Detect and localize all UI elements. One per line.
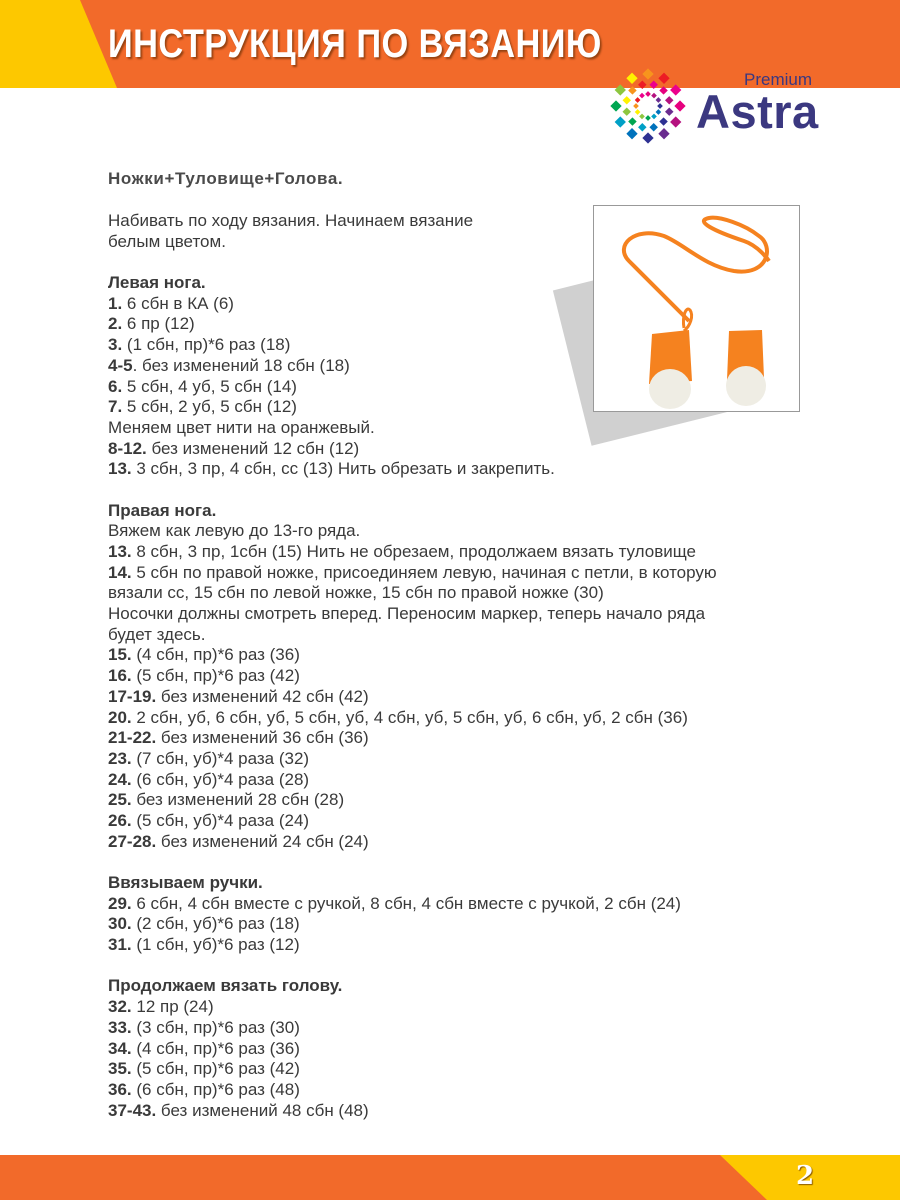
instruction-row — [108, 997, 828, 1018]
row-number: 13. — [108, 459, 132, 479]
row-text: вязали сс, 15 сбн по левой ножке, 15 сбн по правой ножке (30) — [108, 583, 604, 603]
row-text: 12 пр (24) — [131, 997, 214, 1017]
row-number: 2. — [108, 314, 123, 334]
row-text: (5 сбн, пр)*6 раз (42) — [131, 666, 300, 686]
row-number: 34. — [108, 1038, 132, 1058]
blank-line — [108, 956, 828, 977]
instruction-row — [108, 1018, 828, 1039]
row-number: 8-12. — [108, 438, 147, 458]
row-number: 1. — [108, 293, 123, 313]
row-number: 20. — [108, 707, 132, 727]
row-text: 5 сбн, 2 уб, 5 сбн (12) — [122, 397, 297, 417]
row-number: 29. — [108, 893, 132, 913]
footer-banner — [0, 1155, 900, 1200]
page-number: 2 — [796, 1161, 815, 1191]
instruction-row — [108, 1101, 828, 1122]
document-title: Ножки+Туловище+Голова. — [108, 169, 344, 188]
row-number: 21-22. — [108, 728, 157, 748]
section-heading: Продолжаем вязать голову. — [108, 976, 343, 996]
instruction-row — [108, 625, 828, 646]
row-number: 30. — [108, 914, 132, 934]
row-number: 14. — [108, 562, 132, 582]
row-text: Меняем цвет нити на оранжевый. — [108, 417, 375, 437]
row-text: (3 сбн, пр)*6 раз (30) — [131, 1017, 300, 1037]
row-number: 17-19. — [108, 686, 157, 706]
row-number: 25. — [108, 790, 132, 810]
instruction-row — [108, 687, 828, 708]
instruction-row — [108, 645, 828, 666]
instruction-row — [108, 521, 828, 542]
row-number: 23. — [108, 748, 132, 768]
row-text: 6 пр (12) — [122, 314, 195, 334]
row-text: (2 сбн, уб)*6 раз (18) — [131, 914, 300, 934]
row-number: 24. — [108, 769, 132, 789]
instruction-row — [108, 914, 828, 935]
row-number: 16. — [108, 666, 132, 686]
row-text: 6 сбн, 4 сбн вместе с ручкой, 8 сбн, 4 сбн вместе с ручкой, 2 сбн (24) — [131, 893, 681, 913]
row-text: Носочки должны смотреть вперед. Переносим маркер, теперь начало ряда — [108, 604, 706, 624]
row-number: 36. — [108, 1079, 132, 1099]
row-text: белым цветом. — [108, 231, 226, 251]
row-text: (4 сбн, пр)*6 раз (36) — [131, 645, 300, 665]
row-number: 15. — [108, 645, 132, 665]
instruction-row — [108, 728, 828, 749]
row-number: 6. — [108, 376, 123, 396]
row-text: без изменений 48 сбн (48) — [156, 1100, 369, 1120]
row-text: 3 сбн, 3 пр, 4 сбн, сс (13) Нить обрезать и закрепить. — [131, 459, 555, 479]
row-text: без изменений 42 сбн (42) — [156, 686, 369, 706]
instruction-row — [108, 1059, 828, 1080]
row-text: 2 сбн, уб, 6 сбн, уб, 5 сбн, уб, 4 сбн, уб, 5 сбн, уб, 6 сбн, уб, 2 сбн (36) — [131, 707, 688, 727]
row-number: 27-28. — [108, 831, 157, 851]
row-text: будет здесь. — [108, 624, 206, 644]
row-text: 5 сбн, 4 уб, 5 сбн (14) — [122, 376, 297, 396]
product-photo — [593, 205, 800, 412]
instruction-row — [108, 749, 828, 770]
row-text: 6 сбн в КА (6) — [122, 293, 234, 313]
row-text: (1 сбн, пр)*6 раз (18) — [122, 335, 291, 355]
row-text: (6 сбн, уб)*4 раза (28) — [131, 769, 310, 789]
section-heading: Правая нога. — [108, 500, 217, 520]
row-text: Вяжем как левую до 13-го ряда. — [108, 521, 361, 541]
header-yellow-stripe — [0, 0, 120, 88]
instruction-row — [108, 563, 828, 584]
row-text: 8 сбн, 3 пр, 1сбн (15) Нить не обрезаем, продолжаем вязать туловище — [131, 542, 697, 561]
row-text: (1 сбн, уб)*6 раз (12) — [131, 935, 300, 955]
instruction-row — [108, 418, 828, 439]
row-text: (5 сбн, уб)*4 раза (24) — [131, 810, 310, 830]
row-text: без изменений 12 сбн (12) — [146, 438, 360, 458]
logo-name: Astra — [696, 85, 819, 138]
instruction-row — [108, 583, 828, 604]
instruction-row — [108, 1080, 828, 1101]
instruction-row — [108, 894, 828, 915]
instruction-row — [108, 811, 828, 832]
section-heading: Ввязываем ручки. — [108, 873, 263, 892]
instruction-row — [108, 832, 828, 853]
row-text: (6 сбн, пр)*6 раз (48) — [131, 1079, 300, 1099]
blank-line — [108, 852, 828, 873]
section-heading: Левая нога. — [108, 273, 206, 293]
row-text: (7 сбн, уб)*4 раза (32) — [131, 748, 310, 768]
row-number: 4-5 — [108, 355, 133, 375]
logo-premium: Premium — [744, 70, 813, 89]
instruction-row — [108, 790, 828, 811]
instruction-row — [108, 459, 828, 480]
instruction-row — [108, 935, 828, 956]
row-text: . без изменений 18 сбн (18) — [132, 355, 350, 375]
instruction-row — [108, 708, 828, 729]
instruction-row — [108, 439, 828, 460]
row-number: 37-43. — [108, 1100, 157, 1120]
blank-line — [108, 480, 828, 501]
instruction-row — [108, 770, 828, 791]
row-text: без изменений 24 сбн (24) — [156, 831, 369, 851]
row-number: 35. — [108, 1059, 132, 1079]
instruction-row — [108, 1039, 828, 1060]
row-number: 3. — [108, 335, 123, 355]
row-number: 31. — [108, 935, 132, 955]
row-number: 33. — [108, 1017, 132, 1037]
row-number: 32. — [108, 997, 132, 1017]
crocheted-legs-image — [594, 206, 799, 411]
row-number: 26. — [108, 810, 132, 830]
row-text: (5 сбн, пр)*6 раз (42) — [131, 1059, 300, 1079]
row-text: (4 сбн, пр)*6 раз (36) — [131, 1038, 300, 1058]
row-text: 5 сбн по правой ножке, присоединяем левую, начиная с петли, в которую — [131, 562, 717, 582]
instruction-row — [108, 666, 828, 687]
instruction-row — [108, 542, 828, 563]
row-text: Набивать по ходу вязания. Начинаем вязание — [108, 211, 474, 230]
row-text: без изменений 36 сбн (36) — [156, 728, 369, 748]
row-number: 7. — [108, 397, 123, 417]
row-text: без изменений 28 сбн (28) — [131, 790, 345, 810]
row-number: 13. — [108, 542, 132, 561]
header-title: ИНСТРУКЦИЯ ПО ВЯЗАНИЮ — [108, 22, 602, 66]
instruction-row — [108, 604, 828, 625]
